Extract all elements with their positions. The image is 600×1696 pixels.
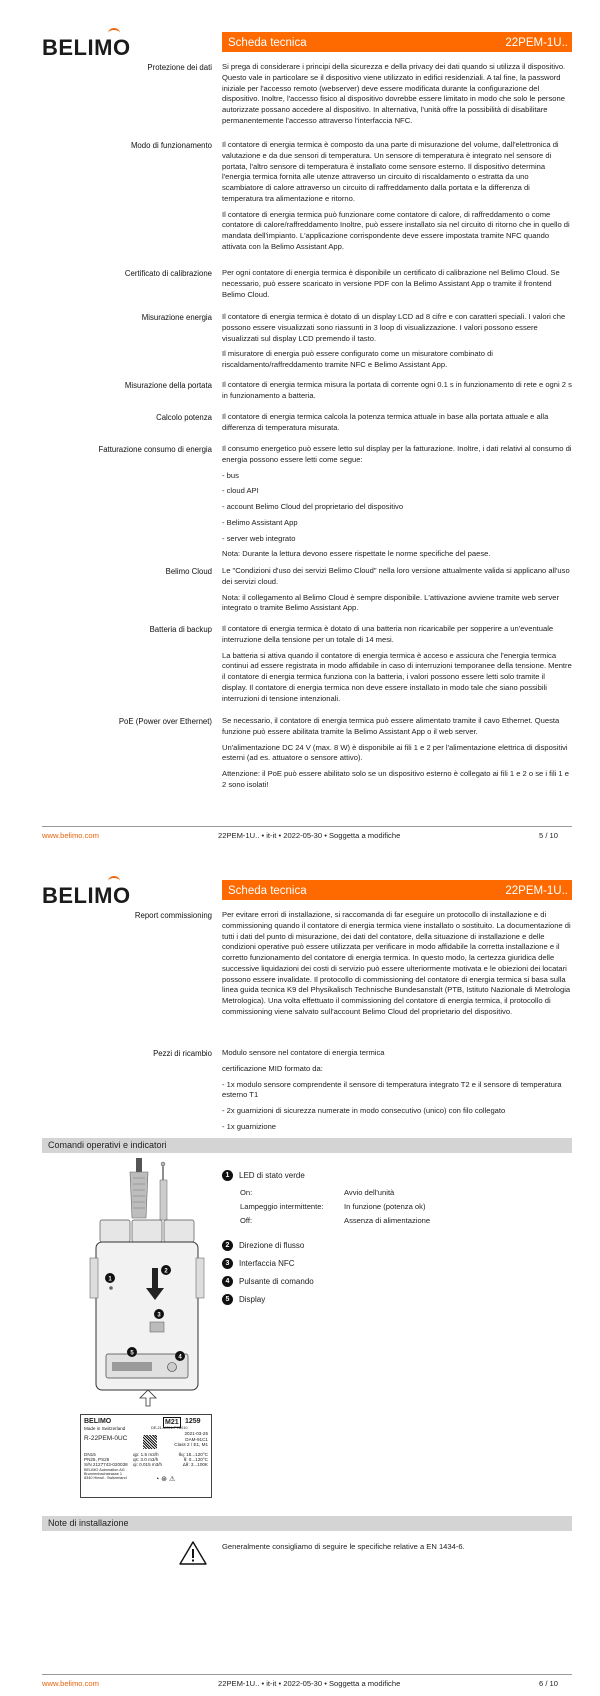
svg-text:3: 3 — [157, 1312, 161, 1319]
svg-text:4: 4 — [178, 1354, 182, 1361]
cable-tip — [136, 1158, 142, 1172]
footer-url[interactable]: www.belimo.com — [42, 1679, 99, 1688]
certification-marks-icon: ◔ ⊛ ⚠ — [155, 1476, 176, 1483]
list-item: - cloud API — [222, 486, 259, 496]
belimo-logo: BELIMO — [42, 876, 120, 906]
header-code: 22PEM-1U.. — [505, 37, 568, 49]
legend-led: 1 LED di stato verde — [222, 1170, 305, 1181]
label-plate: BELIMO Made in Switzerland R-22PEM-0UC M21 1259 DE-21-M004-PTB010 2021-03-25 DAM-91C1 Class 2 / E1, M1 DN15 PN25, PS25 S/N 2127743-020038 BELIMO Automation AG Brunnenbachstrasse 1 8340 Hinwil - Switzerland qp: 1.5 m3/h qs: 3.0 m3/h qi: 0.015 m3/h θq: 15...120°C θ: 0...120°C Δθ: 3...100K ◔ ⊛ ⚠ — [80, 1414, 212, 1498]
nfc-icon — [150, 1322, 164, 1332]
belimo-logo: BELIMO — [42, 28, 120, 58]
list-item: - 1x modulo sensore comprendente il sensore di temperatura integrato T2 e il sensore di temperatura esterno T1 — [222, 1079, 562, 1100]
svg-text:5: 5 — [130, 1350, 134, 1357]
svg-text:2: 2 — [164, 1268, 168, 1275]
device-illustration — [80, 1158, 220, 1408]
page-6: BELIMO Scheda tecnica 22PEM-1U.. Report commissioning Per evitare errori di installazione, si raccomanda di far eseguire un protocollo di installazione e di commissioning quando il contatore di energia termica viene installato o sostituito. La documentazione di tutti i dati del punto di misurazione, dei dati del contatore, della situazione di installazione e delle condizioni operative può essere utilizzata per verificare in modo affidabile la corretta installazione e il corretto funzionamento del contatore di energia termica. In questo modo, la certezza giuridica delle successive liquidazioni dei costi di servizio può essere ulteriormente motivata e le obiezioni dei locatari possono essere invalidate. Il protocollo di commissioning del contatore di energia termica si basa sulla linea guida tecnica K9 del Physikalisch Technische Bundesanstalt (PTB, Istituto Nazionale di Metrologia Metrologica). Una volta effettuato il commissioning del contatore di energia termica, il protocollo di commissioning viene salvato sull'account Belimo Cloud del proprietario del dispositivo. Pezzi di ricambio Modulo sensore nel contatore di energia termica certificazione MID formato da: - 1x modulo sensore comprendente il sensore di temperatura integrato T2 e il sensore di temperatura esterno T1 - 2x guarnizioni di sicurezza numerate in modo consecutivo (unico) con filo collegato - 1x guarnizione Comandi operativi e indicatori 1 2 3 5 4 BELIMO Made in Switzerland R-22PEM-0UC M21 1259 DE-21-M004-PTB010 2021-03-25 DAM-91C1 Class 2 / E1, M1 DN15 PN25, PS25 S/N 2127743-020038 BELIMO Automation AG Brunnenbachstrasse 1 8340 Hinwil - Switzerland qp: 1.5 m3/h qs: 3.0 m3/h qi: 0.015 m3/h θq: 15...120°C θ: 0...120°C Δθ: 3...100K ◔ ⊛ ⚠ 1 LED di stato verde On: Avvio dell'unità Lampeggio intermittente: In funzione (potenza ok) Off: Assenza di alimentazione 2 Direzione di flusso 3 Interfaccia NFC 4 Pulsante di comando 5 Display Note di installazione Generalmente consigliamo di seguire le specifiche relative a EN 1434-6. www.belimo.com 22PEM-1U.. • it-it • 2022-05-30 • Soggetta a modifiche 6 / 10 — [0, 848, 600, 1696]
list-item: - bus — [222, 470, 239, 480]
list-item: - account Belimo Cloud del proprietario del dispositivo — [222, 502, 404, 512]
list-item: - 2x guarnizioni di sicurezza numerate in modo consecutivo (unico) con filo collegato — [222, 1106, 506, 1116]
footer-url[interactable]: www.belimo.com — [42, 831, 99, 840]
legend-direzione-flusso: 2 Direzione di flusso — [222, 1240, 304, 1251]
header-code: 22PEM-1U.. — [505, 885, 568, 897]
cable-gland — [130, 1172, 148, 1218]
warning-icon — [178, 1540, 208, 1566]
list-item: - Belimo Assistant App — [222, 517, 298, 527]
cable-right — [160, 1180, 167, 1220]
push-button-icon — [168, 1363, 177, 1372]
section-heading-note-installazione: Note di installazione — [42, 1516, 572, 1531]
page-number: 6 / 10 — [539, 1679, 558, 1688]
legend-interfaccia-nfc: 3 Interfaccia NFC — [222, 1258, 295, 1269]
logo-arc-icon — [108, 28, 120, 38]
page-5: BELIMO Scheda tecnica 22PEM-1U.. Protezione dei dati Si prega di considerare i principi della sicurezza e della privacy dei dati quando si utilizza il dispositivo. Questo vale in particolare se il dispositivo viene utilizzato in edifici residenziali. A tal fine, la password iniziale per l'accesso remoto (webserver) deve essere modificata durante la configurazione del dispositivo. Inoltre, l'accesso fisico al dispositivo dovrebbe essere limitato in modo che solo le persone autorizzate possano accedere al dispositivo. In alternativa, l'unità offre la possibilità di disabilitare permanentemente l'accesso attraverso l'interfaccia NFC. Modo di funzionamento Il contatore di energia termica è composto da una parte di misurazione del volume, dall'elettronica di valutazione e da due sensori di temperatura. Un sensore di temperatura è integrato nel sensore di portata, l'altro sensore di temperatura è installato come sensore esterno. Il dispositivo determina l'energia termica fornita alle utenze attraverso un circuito di riscaldamento o estratta da uno scambiatore di calore attraverso un circuito di raffreddamento dalla portata e la differenza di temperatura tra alimentazione e ritorno. Il contatore di energia termica può funzionare come contatore di calore, di raffreddamento o come contatore di calore/raffreddamento Inoltre, può essere installato sia nel circuito di ritorno che in quello di mandata dell'impianto. L'applicazione corrispondente deve essere impostata tramite NFC quando attivata con la Belimo Assistant App. Certificato di calibrazione Per ogni contatore di energia termica è disponibile un certificato di calibrazione nel Belimo Cloud. Se necessario, può essere scaricato in versione PDF con la Belimo Assistant App o tramite il frontend Belimo Cloud. Misurazione energia Il contatore di energia termica è dotato di un display LCD ad 8 cifre e con caratteri speciali. I valori che possono essere visualizzati sono riassunti in 3 loop di visualizzazione. I valori possono essere visualizzati sul display LCD premendo il tasto. Il misuratore di energia può essere configurato come un misuratore combinato di riscaldamento/raffreddamento tramite NFC e Belimo Assistant App. Misurazione della portata Il contatore di energia termica misura la portata di corrente ogni 0.1 s in funzionamento di rete e ogni 2 s in funzionamento a batteria. Calcolo potenza Il contatore di energia termica calcola la potenza termica attuale in base alla portata attuale e alla differenza di temperatura misurata. Fatturazione consumo di energia Il consumo energetico può essere letto sul display per la fatturazione. Inoltre, i dati relativi al consumo di energia possono essere letti come segue: - bus - cloud API - account Belimo Cloud del proprietario del dispositivo - Belimo Assistant App - server web integrato Nota: Durante la lettura devono essere rispettate le norme specifiche del paese. Belimo Cloud Le "Condizioni d'uso dei servizi Belimo Cloud" nella loro versione attualmente valida si applicano all'uso dei servizi cloud. Nota: il collegamento al Belimo Cloud è sempre disponibile. L'attivazione avviene tramite web server integrato o tramite Belimo Assistant App. Batteria di backup Il contatore di energia termica è dotato di una batteria non ricaricabile per sopperire a un'eventuale interruzione della tensione per un totale di 14 mesi. La batteria si attiva quando il contatore di energia termica è acceso e assicura che l'energia termica continui ad essere registrata in modo affidabile in caso di interruzioni temporanee della tensione. Mentre il contatore di energia termica funziona con la batteria, i valori possono essere letti solo tramite il display. Il contatore di energia termica non deve essere installato in modo tale che siano possibili interruzioni di tensione intenzionali. PoE (Power over Ethernet) Se necessario, il contatore di energia termica può essere alimentato tramite il cavo Ethernet. Questa funzione può essere abilitata tramite la Belimo Assistant App o il web server. Un'alimentazione DC 24 V (max. 8 W) è disponibile ai fili 1 e 2 per l'alimentazione elettrica di dispositivi esterni (ad es. attuatore o sensore attivo). Attenzione: il PoE può essere abilitato solo se un dispositivo esterno è collegato ai fili 1 e 2 o se i fili 1 e 2 sono isolati! www.belimo.com 22PEM-1U.. • it-it • 2022-05-30 • Soggetta a modifiche 5 / 10 — [0, 0, 600, 848]
list-item: - 1x guarnizione — [222, 1121, 277, 1131]
header-title: Scheda tecnica — [228, 885, 307, 897]
header-bar — [222, 32, 572, 52]
footer-doc-info: 22PEM-1U.. • it-it • 2022-05-30 • Soggetta a modifiche — [218, 831, 401, 840]
svg-text:1: 1 — [108, 1276, 112, 1283]
install-note-text: Generalmente consigliamo di seguire le specifiche relative a EN 1434-6. — [222, 1542, 465, 1551]
header-title: Scheda tecnica — [228, 37, 307, 49]
legend-pulsante-comando: 4 Pulsante di comando — [222, 1276, 314, 1287]
list-item: - server web integrato — [222, 533, 296, 543]
footer — [42, 826, 572, 840]
lcd-display — [112, 1362, 152, 1371]
page-number: 5 / 10 — [539, 831, 558, 840]
footer-doc-info: 22PEM-1U.. • it-it • 2022-05-30 • Soggetta a modifiche — [218, 1679, 401, 1688]
header-bar — [222, 880, 572, 900]
status-led-icon — [109, 1286, 113, 1290]
arrow-up-icon — [140, 1390, 156, 1406]
qr-code-icon — [143, 1435, 157, 1449]
section-heading-comandi: Comandi operativi e indicatori — [42, 1138, 572, 1153]
legend-display: 5 Display — [222, 1294, 265, 1305]
logo-arc-icon — [108, 876, 120, 886]
footer — [42, 1674, 572, 1688]
